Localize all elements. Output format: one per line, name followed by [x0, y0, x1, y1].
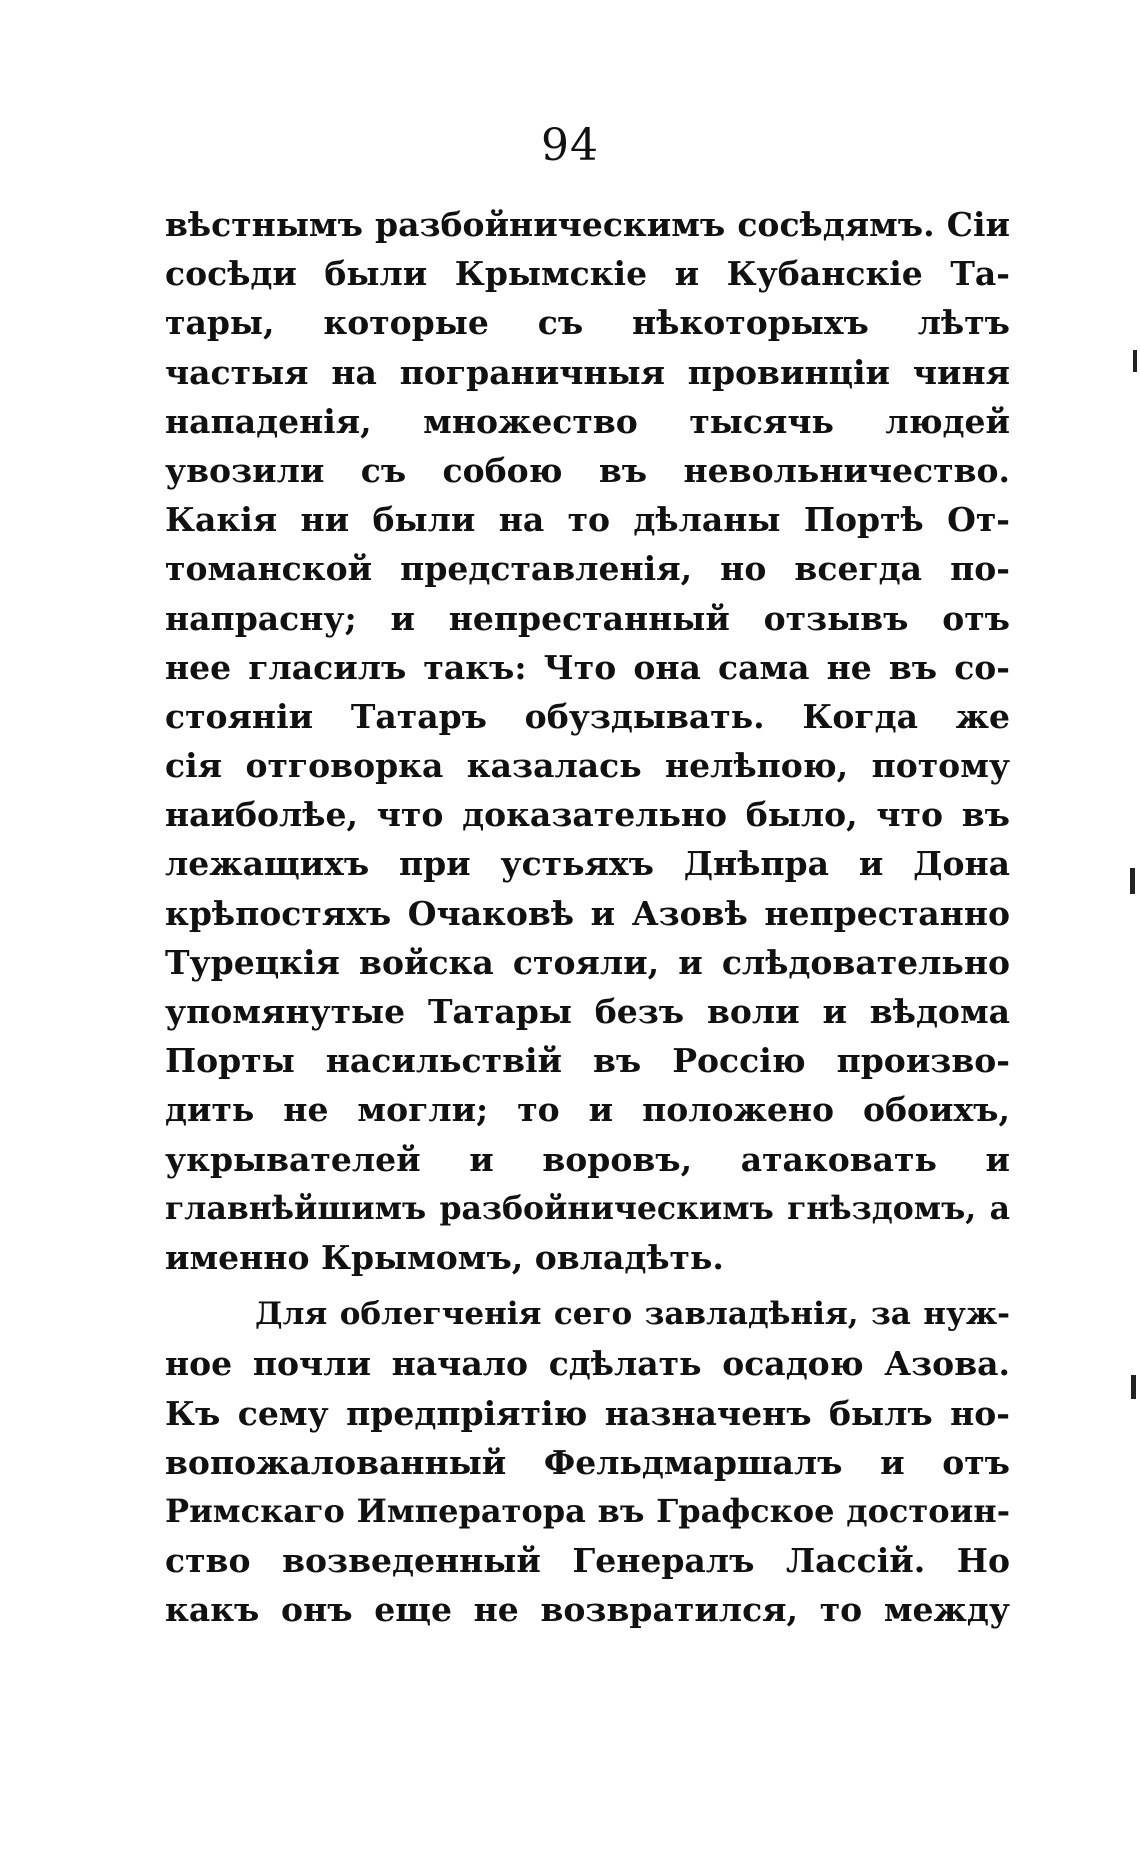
- text-line: крѣпостяхъ Очаковѣ и Азовѣ непрестанно: [165, 893, 1010, 933]
- text-line: главнѣйшимъ разбойническимъ гнѣздомъ, а: [165, 1189, 1010, 1227]
- text-line: дить не могли; то и положено обоихъ,: [165, 1090, 1010, 1130]
- text-line: нападенія, множество тысячь людей: [165, 401, 1010, 441]
- scan-mark: [1133, 350, 1137, 372]
- text-line: Турецкія войска стояли, и слѣдовательно: [165, 942, 1010, 982]
- paragraph-2: [165, 1290, 1010, 1634]
- text-line: именно Крымомъ, овладѣть.: [165, 1237, 724, 1277]
- text-line: укрывателей и воровъ, атаковать и: [165, 1139, 1010, 1179]
- text-line: частыя на пограничныя провинціи чиня: [165, 352, 1010, 392]
- text-line: Къ сему предпріятію назначенъ былъ но-: [165, 1393, 1010, 1433]
- text-line: сія отговорка казалась нелѣпою, потому: [165, 746, 1010, 786]
- page-number: 94: [541, 120, 599, 171]
- text-line: сосѣди были Крымскіе и Кубанскіе Та-: [165, 254, 1010, 294]
- text-line: нее гласилъ такъ: Что она сама не въ со-: [165, 647, 1010, 687]
- text-line: томанской представленія, но всегда по-: [165, 549, 1010, 589]
- text-line: Для облегченія сего завладѣнія, за нуж-: [255, 1296, 1010, 1333]
- text-line: Порты насильствій въ Россію произво-: [165, 1041, 1010, 1081]
- text-line: вопожалованный Фельдмаршалъ и отъ: [165, 1442, 1010, 1482]
- paragraph-1: [165, 200, 1010, 1282]
- text-line: тары, которые съ нѣкоторыхъ лѣтъ: [165, 303, 1010, 343]
- text-line: вѣстнымъ разбойническимъ сосѣдямъ. Сіи: [165, 205, 1010, 244]
- text-line: ство возведенный Генералъ Лассій. Но: [165, 1541, 1010, 1581]
- text-line: наиболѣе, что доказательно было, что въ: [165, 795, 1010, 835]
- text-line: лежащихъ при устьяхъ Днѣпра и Дона: [165, 844, 1010, 884]
- text-line: какъ онъ еще не возвратился, то между: [165, 1590, 1010, 1630]
- text-line: напрасну; и непрестанный отзывъ отъ: [165, 598, 1010, 638]
- text-line: ное почли начало сдѣлать осадою Азова.: [165, 1344, 1010, 1384]
- text-line: упомянутые Татары безъ воли и вѣдома: [165, 992, 1010, 1031]
- text-line: стояніи Татаръ обуздывать. Когда же: [165, 696, 1010, 736]
- text-line: увозили съ собою въ невольничество.: [165, 450, 1010, 490]
- text-line: Римскаго Императора въ Графское достоин-: [165, 1491, 1010, 1530]
- scan-mark: [1130, 868, 1135, 894]
- body-text: [165, 200, 1010, 1634]
- text-line: Какія ни были на то дѣланы Портѣ От-: [165, 500, 1010, 540]
- scan-mark: [1131, 1375, 1136, 1399]
